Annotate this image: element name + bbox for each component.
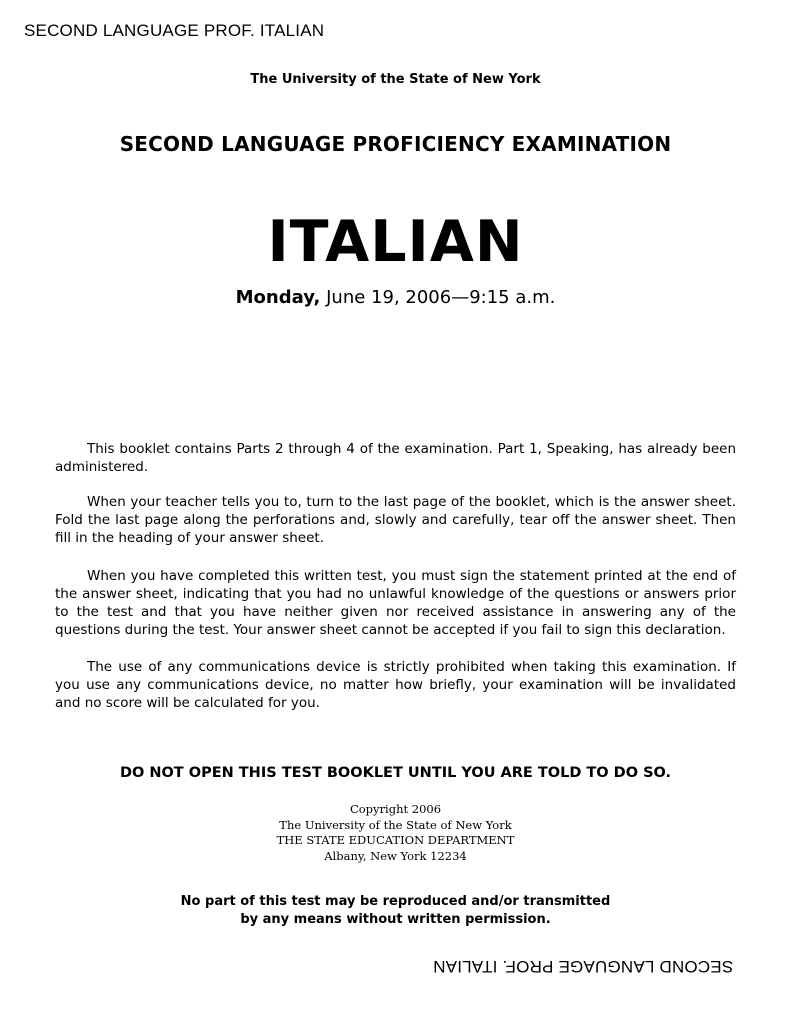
corner-label-bottom-inverted: SECOND LANGUAGE PROF. ITALIAN	[433, 957, 734, 976]
copyright-line: Albany, New York 12234	[324, 848, 467, 863]
notice-line: by any means without written permission.	[240, 912, 551, 927]
exam-title: SECOND LANGUAGE PROFICIENCY EXAMINATION	[119, 132, 672, 156]
copyright-line: The University of the State of New York	[279, 817, 512, 832]
instruction-text: When you have completed this written test, you must sign the statement printed at the end of the answer sheet, indicating that you had no unlawful knowledge of the questions or answers prior to the test and that you have neither given nor received assistance in answering any of the questions during the test. Your answer sheet cannot be accepted if you fail to sign this declaration.	[55, 568, 736, 638]
instruction-paragraph-4	[55, 658, 736, 712]
exam-date-rest: June 19, 2006—9:15 a.m.	[320, 287, 556, 308]
corner-label-top: SECOND LANGUAGE PROF. ITALIAN	[24, 21, 325, 40]
instruction-text: The use of any communications device is strictly prohibited when taking this examination. If you use any communications device, no matter how briefly, your examination will be invalidated and no score will be calculated for you.	[55, 659, 736, 711]
do-not-open-warning: DO NOT OPEN THIS TEST BOOKLET UNTIL YOU ARE TOLD TO DO SO.	[119, 765, 672, 781]
copyright-line: Copyright 2006	[349, 802, 442, 816]
copyright-line: THE STATE EDUCATION DEPARTMENT	[276, 833, 515, 847]
university-name: The University of the State of New York	[250, 72, 541, 87]
reproduction-notice	[0, 893, 791, 929]
exam-date-day: Monday,	[235, 287, 321, 308]
instruction-text: This booklet contains Parts 2 through 4 of the examination. Part 1, Speaking, has already been administered.	[55, 441, 736, 475]
notice-line: No part of this test may be reproduced and/or transmitted	[180, 894, 611, 909]
copyright-block	[0, 802, 791, 864]
exam-subject: ITALIAN	[267, 209, 524, 275]
instruction-text: When your teacher tells you to, turn to the last page of the booklet, which is the answer sheet. Fold the last page along the perforations and, slowly and carefully, tear off the answer sheet. Then fill in the heading of your answer sheet.	[55, 494, 736, 546]
instruction-paragraph-1	[55, 440, 736, 476]
exam-date	[0, 287, 791, 308]
instruction-paragraph-2	[55, 493, 736, 547]
instruction-paragraph-3	[55, 567, 736, 639]
